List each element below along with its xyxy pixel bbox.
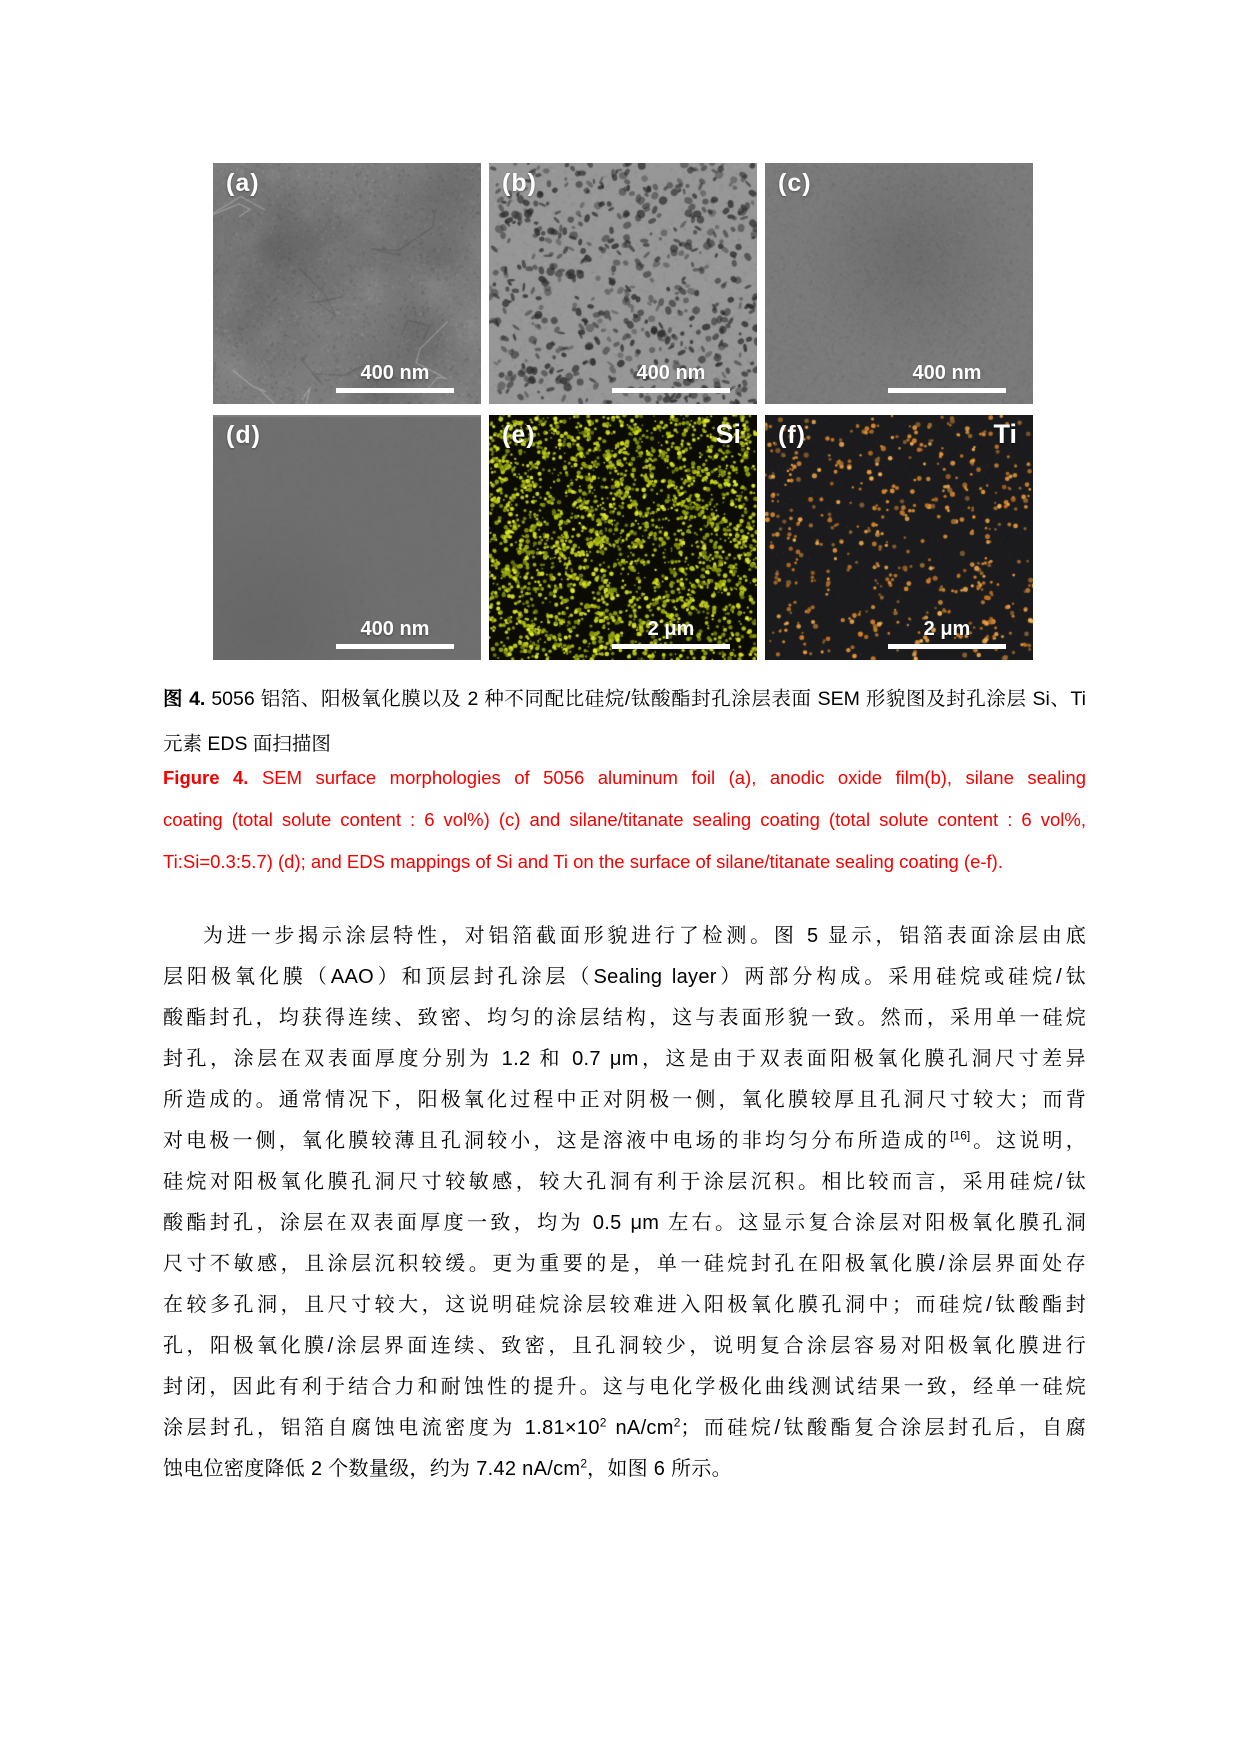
body-line: 所造成的。通常情况下，阳极氧化过程中正对阴极一侧，氧化膜较厚且孔洞尺寸较大；而背 bbox=[163, 1089, 1086, 1111]
panel-label: (a) bbox=[226, 169, 260, 197]
scale-bar-label: 400 nm bbox=[360, 362, 430, 384]
figure-panel-f bbox=[765, 415, 1033, 660]
scale-bar bbox=[881, 362, 1013, 393]
body-line: 为进一步揭示涂层特性，对铝箔截面形貌进行了检测。图 5 显示，铝箔表面涂层由底 bbox=[203, 925, 1086, 947]
cap-line: 元素 EDS 面扫描图 bbox=[163, 733, 331, 755]
scale-bar-label: 2 μm bbox=[647, 618, 695, 640]
panel-label: (d) bbox=[226, 421, 261, 449]
panel-label: (c) bbox=[778, 169, 812, 197]
scale-bar bbox=[881, 618, 1013, 649]
figure-panel-a bbox=[213, 163, 481, 404]
figure-panel-d bbox=[213, 415, 481, 660]
body-line: 蚀电位密度降低 2 个数量级，约为 7.42 $nA/cm^2$，如图 6 所示。 bbox=[163, 1456, 732, 1480]
body-line: 尺寸不敏感，且涂层沉积较缓。更为重要的是，单一硅烷封孔在阳极氧化膜/涂层界面处存 bbox=[163, 1253, 1086, 1275]
figure-panel-b bbox=[489, 163, 757, 404]
body-line: 涂层封孔，铝箔自腐蚀电流密度为 $1.81\times 10^2$ $nA/cm^2$；而硅烷/钛酸酯复合涂层封孔后，自腐 bbox=[163, 1415, 1086, 1439]
body-line: 对电极一侧，氧化膜较薄且孔洞较小，这是溶液中电场的非均匀分布所造成的[16]。这说明， bbox=[163, 1128, 1087, 1152]
body-line: 酸酯封孔，涂层在双表面厚度一致，均为 0.5 μm 左右。这显示复合涂层对阳极氧化膜孔洞 bbox=[163, 1212, 1086, 1234]
scale-bar bbox=[329, 362, 461, 393]
cap-line: coating (total solute content : 6 vol%) (c) and silane/titanate sealing coating (total solute content : 6 vol%, bbox=[163, 809, 1086, 830]
cap-line: Ti:Si=0.3:5.7) (d); and EDS mappings of Si and Ti on the surface of silane/titanate sealing coating (e-f). bbox=[163, 851, 1003, 872]
body-line: 封闭，因此有利于结合力和耐蚀性的提升。这与电化学极化曲线测试结果一致，经单一硅烷 bbox=[163, 1376, 1086, 1398]
scale-bar bbox=[605, 362, 737, 393]
scale-bar bbox=[605, 618, 737, 649]
element-label: Ti bbox=[993, 419, 1017, 449]
body-line: 酸酯封孔，均获得连续、致密、均匀的涂层结构，这与表面形貌一致。然而，采用单一硅烷 bbox=[163, 1007, 1086, 1029]
body-line: 孔，阳极氧化膜/涂层界面连续、致密，且孔洞较少，说明复合涂层容易对阳极氧化膜进行 bbox=[163, 1335, 1086, 1357]
scale-bar-label: 400 nm bbox=[636, 362, 706, 384]
cap-line: Figure 4. SEM surface morphologies of 5056 aluminum foil (a), anodic oxide film(b), silane sealing bbox=[163, 767, 1086, 788]
figure-4-image-grid bbox=[213, 163, 1033, 660]
scale-bar-line bbox=[336, 388, 454, 393]
body-line: 在较多孔洞，且尺寸较大，这说明硅烷涂层较难进入阳极氧化膜孔洞中；而硅烷/钛酸酯封 bbox=[163, 1294, 1086, 1316]
scale-bar-line bbox=[612, 388, 730, 393]
cap-line: 图 4. 5056 铝箔、阳极氧化膜以及 2 种不同配比硅烷/钛酸酯封孔涂层表面 SEM 形貌图及封孔涂层 Si、Ti bbox=[163, 688, 1086, 710]
scale-bar bbox=[329, 618, 461, 649]
body-line: 硅烷对阳极氧化膜孔洞尺寸较敏感，较大孔洞有利于涂层沉积。相比较而言，采用硅烷/钛 bbox=[163, 1171, 1086, 1193]
scale-bar-label: 2 μm bbox=[923, 618, 971, 640]
figure-panel-e bbox=[489, 415, 757, 660]
body-line: 封孔，涂层在双表面厚度分别为 1.2 和 0.7 μm，这是由于双表面阳极氧化膜孔洞尺寸差异 bbox=[163, 1048, 1086, 1070]
scale-bar-line bbox=[336, 644, 454, 649]
body-paragraph bbox=[163, 916, 1086, 1490]
figure-caption-en bbox=[163, 757, 1086, 883]
figure-caption-zh bbox=[163, 677, 1086, 767]
scale-bar-label: 400 nm bbox=[360, 618, 430, 640]
scale-bar-line bbox=[888, 644, 1006, 649]
panel-label: (f) bbox=[778, 421, 806, 449]
scale-bar-label: 400 nm bbox=[912, 362, 982, 384]
scale-bar-line bbox=[888, 388, 1006, 393]
scale-bar-line bbox=[612, 644, 730, 649]
figure-panel-c bbox=[765, 163, 1033, 404]
panel-label: (b) bbox=[502, 169, 537, 197]
body-line: 层阳极氧化膜（AAO）和顶层封孔涂层（Sealing layer）两部分构成。采用硅烷或硅烷/钛 bbox=[163, 966, 1086, 988]
panel-label: (e) bbox=[502, 421, 536, 449]
element-label: Si bbox=[715, 419, 741, 449]
